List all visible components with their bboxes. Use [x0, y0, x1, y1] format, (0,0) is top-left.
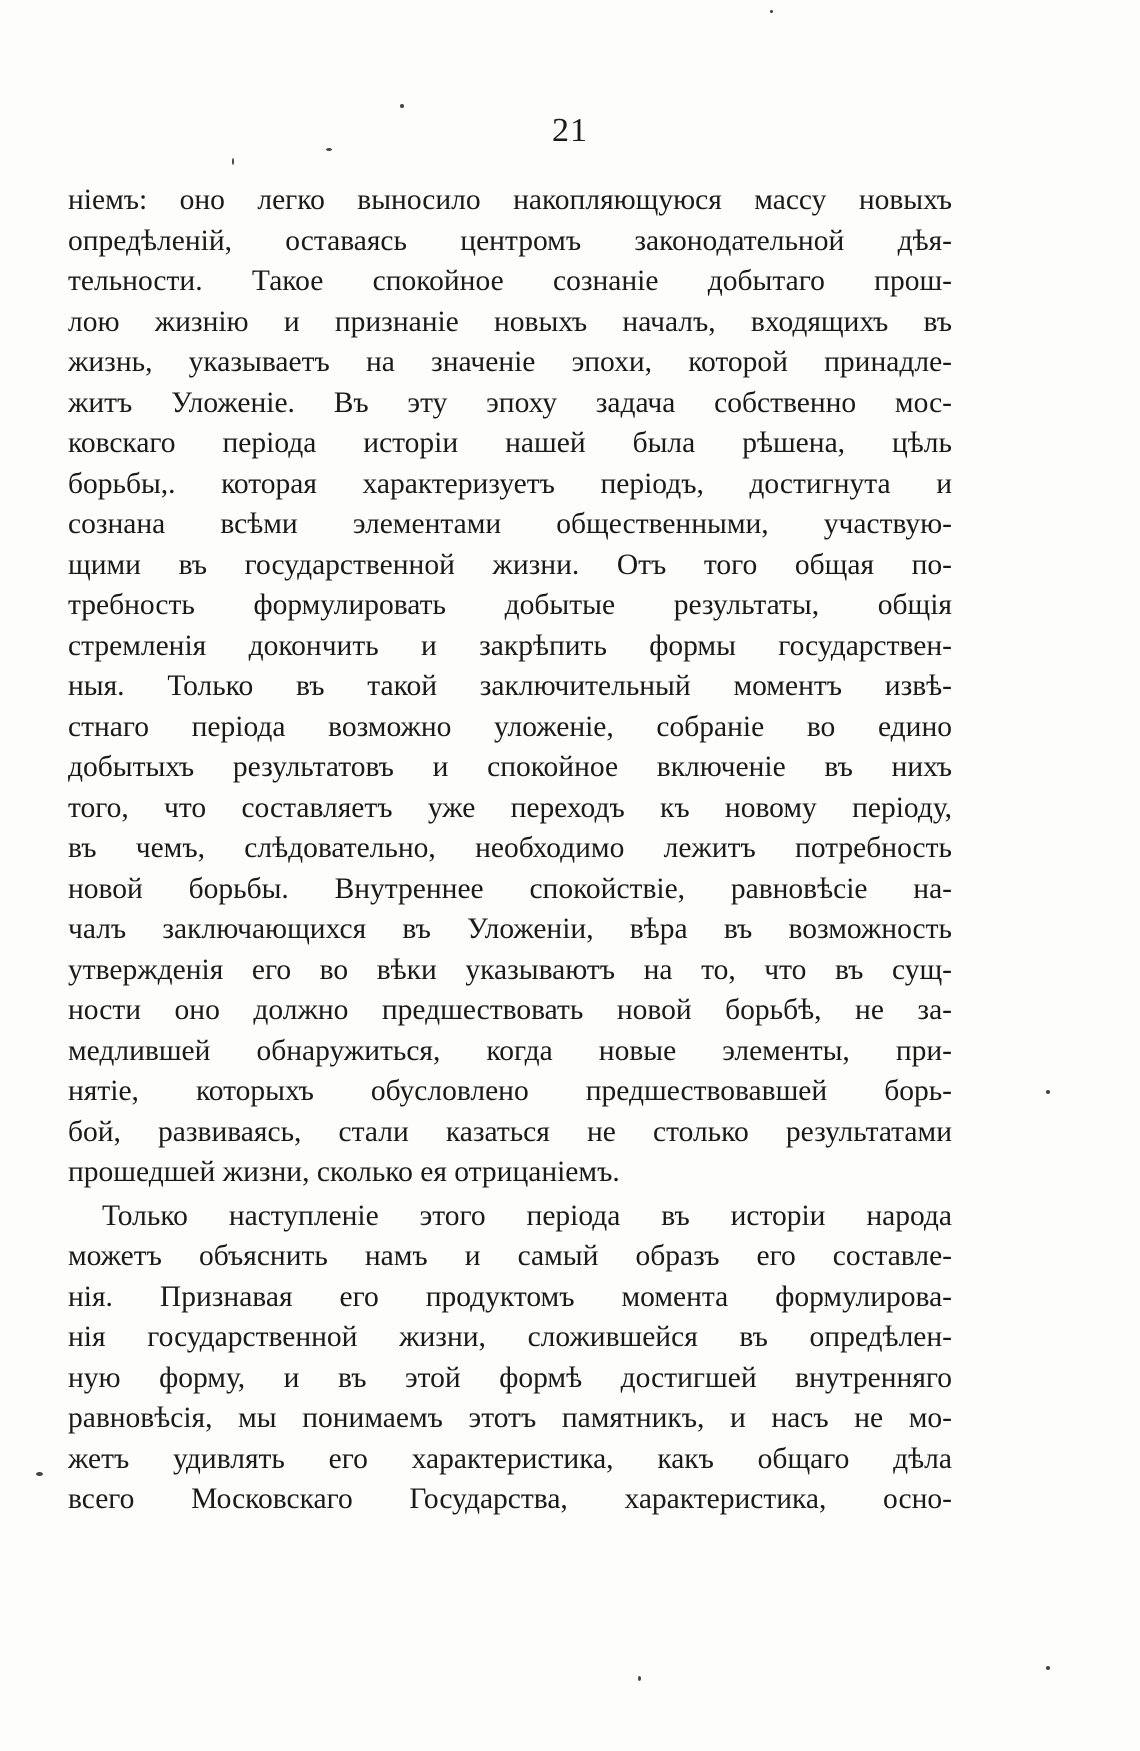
text-line: прошедшей жизни, сколько ея отрицаніемъ.: [68, 1156, 620, 1188]
text-line: опредѣленій, оставаясь центромъ законодательной дѣя-: [68, 224, 952, 257]
scan-speck: [400, 104, 404, 108]
text-line: лою жизнію и признаніе новыхъ началъ, входящихъ въ: [68, 305, 952, 338]
scan-speck: [232, 158, 234, 165]
text-line: нія. Признавая его продуктомъ момента формулирова-: [68, 1280, 952, 1313]
text-line: ковскаго періода исторіи нашей была рѣшена, цѣль: [68, 427, 952, 459]
paragraph-2: [68, 1196, 952, 1520]
text-line: добытыхъ результатовъ и спокойное включеніе въ нихъ: [68, 751, 952, 783]
text-line: ную форму, и въ этой формѣ достигшей внутренняго: [68, 1361, 952, 1394]
scan-speck: [326, 148, 332, 151]
text-line: житъ Уложеніе. Въ эту эпоху задача собственно мос-: [68, 386, 952, 419]
scan-speck: [1046, 1090, 1050, 1094]
page-number: 21: [552, 112, 588, 149]
body-text: [68, 180, 952, 1520]
text-line: Только наступленіе этого періода въ исторіи народа: [102, 1199, 952, 1232]
text-line: всего Московскаго Государства, характеристика, осно-: [68, 1483, 952, 1515]
scan-speck: [1046, 1666, 1050, 1670]
text-line: борьбы,. которая характеризуетъ періодъ, достигнута и: [68, 467, 952, 500]
text-line: тельности. Такое спокойное сознаніе добытаго прош-: [68, 265, 952, 297]
text-line: требность формулировать добытые результаты, общія: [68, 589, 952, 621]
text-line: стремленія докончить и закрѣпить формы государствен-: [68, 629, 952, 662]
text-line: сознана всѣми элементами общественными, участвую-: [68, 508, 952, 540]
text-line: ности оно должно предшествовать новой борьбѣ, не за-: [68, 994, 952, 1026]
text-line: жизнь, указываетъ на значеніе эпохи, которой принадле-: [68, 346, 952, 378]
scan-speck: [638, 1676, 641, 1681]
text-line: того, что составляетъ уже переходъ къ новому періоду,: [68, 791, 952, 824]
text-line: жетъ удивлять его характеристика, какъ общаго дѣла: [68, 1442, 952, 1475]
paragraph-1: [68, 180, 952, 1193]
text-line: щими въ государственной жизни. Отъ того общая по-: [68, 548, 952, 581]
text-line: медлившей обнаружиться, когда новые элементы, при-: [68, 1034, 952, 1067]
text-line: утвержденія его во вѣки указываютъ на то, что въ сущ-: [68, 953, 952, 986]
text-line: чалъ заключающихся въ Уложеніи, вѣра въ возможность: [68, 913, 952, 945]
text-line: ныя. Только въ такой заключительный моментъ извѣ-: [68, 670, 952, 702]
text-line: стнаго періода возможно уложеніе, собраніе во едино: [68, 710, 952, 743]
text-line: въ чемъ, слѣдовательно, необходимо лежитъ потребность: [68, 832, 952, 864]
text-line: новой борьбы. Внутреннее спокойствіе, равновѣсіе на-: [68, 872, 952, 905]
text-line: нятіе, которыхъ обусловлено предшествовавшей борь-: [68, 1075, 952, 1107]
text-line: можетъ объяснить намъ и самый образъ его составле-: [68, 1240, 952, 1272]
text-line: бой, развиваясь, стали казаться не столько результатами: [68, 1115, 952, 1148]
text-line: ніемъ: оно легко выносило накопляющуюся массу новыхъ: [68, 184, 952, 216]
scan-speck: [770, 10, 773, 13]
text-line: равновѣсія, мы понимаемъ этотъ памятникъ, и насъ не мо-: [68, 1402, 952, 1434]
text-line: нія государственной жизни, сложившейся въ опредѣлен-: [68, 1321, 952, 1353]
scan-speck: [36, 1472, 43, 1476]
